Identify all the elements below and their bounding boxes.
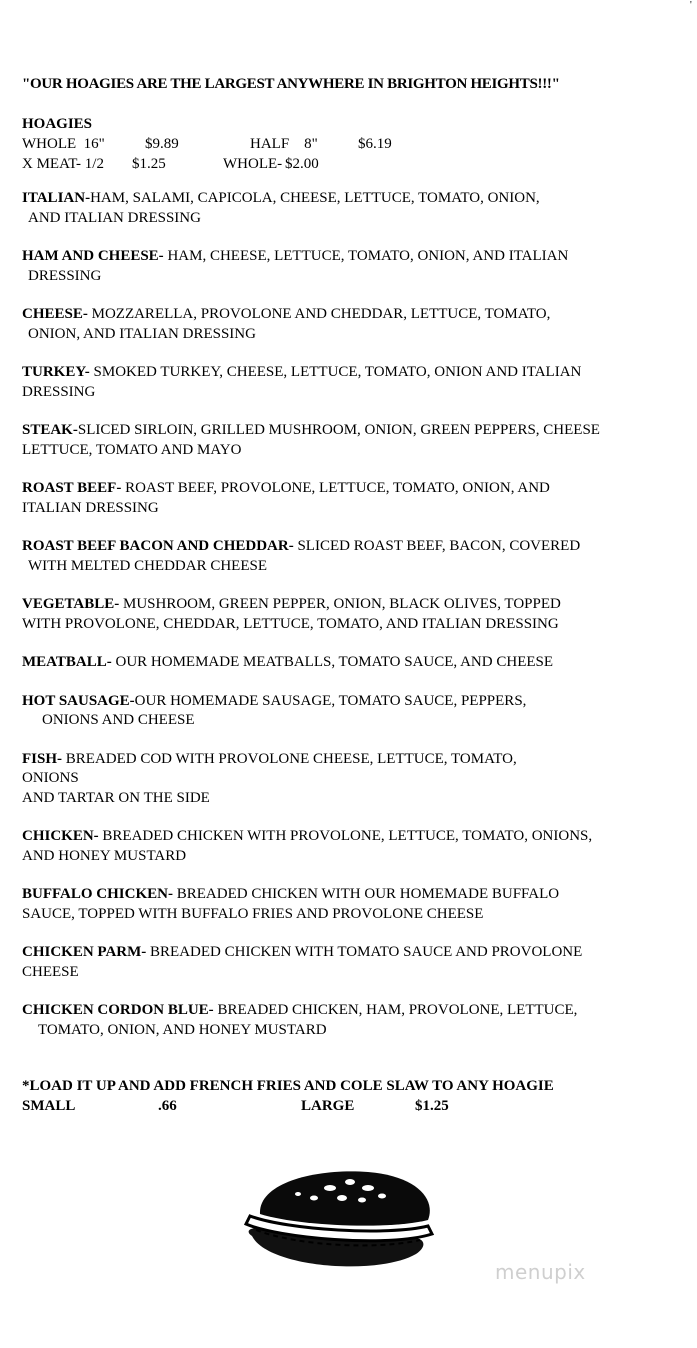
- item-name: HOT SAUSAGE-: [22, 692, 135, 709]
- xmeat-whole-price: $2.00: [285, 156, 319, 172]
- menu-item-turkey: [22, 363, 692, 402]
- menu-item-steak: [22, 421, 692, 460]
- item-desc: MUSHROOM, GREEN PEPPER, ONION, BLACK OLIVES, TOPPED: [119, 596, 561, 612]
- item-desc: BREADED CHICKEN, HAM, PROVOLONE, LETTUCE,: [213, 1002, 578, 1018]
- price-row-extra-meat: [22, 154, 392, 174]
- menu-item-ham-and-cheese: [22, 247, 692, 286]
- item-desc: HAM, CHEESE, LETTUCE, TOMATO, ONION, AND ITALIAN: [163, 248, 569, 264]
- xmeat-label: X MEAT- 1/2: [22, 156, 104, 172]
- item-desc-cont: CHEESE: [22, 963, 79, 980]
- menu-item-chicken: [22, 827, 692, 866]
- item-desc-cont: ONION, AND ITALIAN DRESSING: [28, 325, 256, 342]
- item-name: CHEESE-: [22, 306, 88, 322]
- item-name: ROAST BEEF BACON AND CHEDDAR-: [22, 538, 294, 554]
- small-price: .66: [158, 1098, 177, 1114]
- watermark-text: menupix: [495, 1260, 586, 1284]
- xmeat-whole-label: WHOLE-: [223, 156, 283, 172]
- item-desc-cont: DRESSING: [28, 267, 102, 284]
- item-desc: SLICED SIRLOIN, GRILLED MUSHROOM, ONION, GREEN PEPPERS, CHEESE: [77, 422, 600, 438]
- item-desc: HAM, SALAMI, CAPICOLA, CHEESE, LETTUCE, TOMATO, ONION,: [90, 190, 540, 206]
- menu-item-cheese: [22, 305, 692, 344]
- item-name: STEAK-: [22, 422, 78, 438]
- menu-item-meatball: [22, 653, 692, 673]
- menu-item-buffalo-chicken: [22, 885, 692, 924]
- item-desc: BREADED CHICKEN WITH OUR HOMEMADE BUFFALO: [172, 886, 560, 902]
- load-it-up-note: [22, 1076, 554, 1116]
- sandwich-illustration: [238, 1164, 438, 1279]
- item-desc: ROAST BEEF, PROVOLONE, LETTUCE, TOMATO, ONION, AND: [121, 480, 550, 496]
- item-name: HAM AND CHEESE-: [22, 248, 164, 264]
- menu-item-vegetable: [22, 595, 692, 634]
- half-label: HALF 8": [250, 136, 318, 152]
- item-name: FISH-: [22, 750, 63, 767]
- price-row-whole-half: [22, 134, 392, 154]
- xmeat-price: $1.25: [132, 156, 166, 172]
- item-name: VEGETABLE-: [22, 596, 120, 612]
- tagline: "OUR HOAGIES ARE THE LARGEST ANYWHERE IN BRIGHTON HEIGHTS!!!": [22, 76, 560, 92]
- item-desc: SLICED ROAST BEEF, BACON, COVERED: [293, 538, 581, 554]
- menu-item-italian: [22, 189, 692, 228]
- item-desc-cont: WITH PROVOLONE, CHEDDAR, LETTUCE, TOMATO, AND ITALIAN DRESSING: [22, 615, 559, 632]
- whole-label: WHOLE 16": [22, 136, 105, 152]
- item-desc: SMOKED TURKEY, CHEESE, LETTUCE, TOMATO, ONION AND ITALIAN: [89, 364, 582, 380]
- item-desc: OUR HOMEMADE MEATBALLS, TOMATO SAUCE, AND CHEESE: [111, 654, 554, 670]
- menu-item-roast-beef: [22, 479, 692, 518]
- item-desc: MOZZARELLA, PROVOLONE AND CHEDDAR, LETTUCE, TOMATO,: [87, 306, 551, 322]
- item-desc-cont: SAUCE, TOPPED WITH BUFFALO FRIES AND PROVOLONE CHEESE: [22, 905, 484, 922]
- item-name: ITALIAN-: [22, 190, 91, 206]
- item-desc-cont: TOMATO, ONION, AND HONEY MUSTARD: [38, 1021, 327, 1038]
- menu-items: [22, 189, 692, 1040]
- item-desc-cont: LETTUCE, TOMATO AND MAYO: [22, 441, 242, 458]
- item-desc-cont: ONIONS AND CHEESE: [42, 712, 195, 728]
- item-desc: BREADED COD WITH PROVOLONE CHEESE, LETTUCE, TOMATO,: [62, 750, 517, 767]
- item-desc: BREADED CHICKEN WITH TOMATO SAUCE AND PROVOLONE: [146, 944, 583, 960]
- item-name: BUFFALO CHICKEN-: [22, 886, 173, 902]
- large-price: $1.25: [415, 1098, 449, 1114]
- item-desc-cont: ONIONS: [22, 770, 79, 786]
- item-desc-cont: AND ITALIAN DRESSING: [28, 209, 201, 226]
- item-name: MEATBALL-: [22, 654, 112, 670]
- menu-item-roast-beef-bacon-cheddar: [22, 537, 692, 576]
- item-name: CHICKEN PARM-: [22, 944, 147, 960]
- menu-item-chicken-cordon-blue: [22, 1001, 692, 1040]
- item-desc-cont: ITALIAN DRESSING: [22, 499, 159, 516]
- item-name: TURKEY-: [22, 364, 90, 380]
- item-desc: OUR HOMEMADE SAUSAGE, TOMATO SAUCE, PEPPERS,: [134, 692, 527, 709]
- item-name: CHICKEN-: [22, 828, 99, 844]
- hoagie-prices: [22, 114, 392, 174]
- item-desc-cont: WITH MELTED CHEDDAR CHEESE: [28, 557, 268, 574]
- whole-price: $9.89: [145, 136, 179, 152]
- hoagies-title: HOAGIES: [22, 116, 93, 132]
- half-price: $6.19: [358, 136, 392, 152]
- menu-item-fish: [22, 750, 692, 809]
- load-it-up-line: *LOAD IT UP AND ADD FRENCH FRIES AND COLE SLAW TO ANY HOAGIE: [22, 1078, 554, 1094]
- item-desc-cont-2: AND TARTAR ON THE SIDE: [22, 789, 210, 806]
- item-desc-cont: AND HONEY MUSTARD: [22, 847, 187, 864]
- side-size-prices: [22, 1096, 554, 1116]
- item-desc-cont: DRESSING: [22, 383, 96, 400]
- large-label: LARGE: [301, 1098, 355, 1114]
- item-name: ROAST BEEF-: [22, 480, 122, 496]
- menu-item-hot-sausage: [22, 692, 692, 731]
- item-name: CHICKEN CORDON BLUE-: [22, 1002, 214, 1018]
- corner-mark: ': [690, 0, 692, 11]
- menu-item-chicken-parm: [22, 943, 692, 982]
- item-desc: BREADED CHICKEN WITH PROVOLONE, LETTUCE, TOMATO, ONIONS,: [98, 828, 593, 844]
- small-label: SMALL: [22, 1098, 76, 1114]
